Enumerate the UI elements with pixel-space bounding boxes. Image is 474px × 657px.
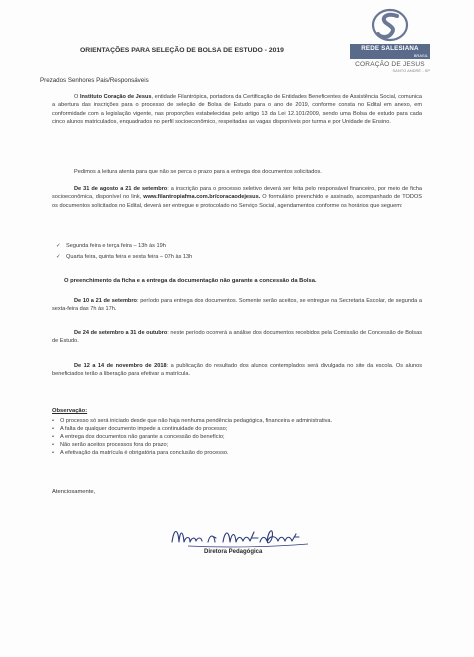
schedule-slot: ✓ Quarta feira, quinta feira e sexta feira – 07h às 13h bbox=[56, 254, 193, 260]
schedule-slot: ✓ Segunda feira e terça feira – 13h às 19h bbox=[56, 243, 166, 249]
signature-image bbox=[168, 522, 318, 550]
document-title: ORIENTAÇÕES PARA SELEÇÃO DE BOLSA DE ESTUDO - 2019 bbox=[80, 47, 284, 54]
greeting: Prezados Senhores Pais/Responsáveis bbox=[40, 77, 149, 84]
school-name: CORAÇÃO DE JESUS bbox=[355, 61, 425, 68]
list-item: • A entrega dos documentos não garante a concessão do benefício; bbox=[52, 433, 422, 441]
list-item: • Não serão aceitos processos fora do prazo; bbox=[52, 441, 422, 449]
schedule-item: De 24 de setembro a 31 de outubro: neste período ocorrerá a análise dos documentos recebidos pela Comissão de Concessão de Bolsas de Estudo. bbox=[52, 330, 422, 345]
institution-name: Instituto Coração de Jesus bbox=[79, 94, 152, 100]
salesian-emblem-icon bbox=[370, 8, 410, 42]
registration-period: De 31 de agosto a 21 de setembro bbox=[74, 186, 168, 192]
school-logo bbox=[350, 8, 430, 73]
schedule-item: De 10 a 21 de setembro: período para entrega dos documentos. Somente serão aceitos, se entregue na Secretaria Escolar, de segunda a sexta-feira das 7h às 17h. bbox=[52, 298, 422, 313]
observation-list bbox=[52, 417, 422, 457]
logo-country: BRASIL bbox=[350, 53, 430, 59]
observation-heading: Observação: bbox=[52, 408, 88, 414]
school-city: SANTO ANDRÉ - SP bbox=[392, 68, 430, 73]
registration-link[interactable]: www.filantropiafma.com.br/coracaodejesus. bbox=[143, 194, 261, 201]
logo-network-name: REDE SALESIANA bbox=[350, 44, 430, 53]
check-icon: ✓ bbox=[56, 243, 61, 249]
closing: Atenciosamente, bbox=[52, 489, 96, 495]
list-item: • A efetivação da matrícula é obrigatória para conclusão do processo. bbox=[52, 449, 422, 457]
reading-request: Pedimos a leitura atenta para que não se perca o prazo para a entrega dos documentos solicitados. bbox=[74, 169, 322, 175]
schedule-item: De 12 a 14 de novembro de 2018: a publicação do resultado dos alunos contemplados será divulgada no site da escola. Os alunos beneficiados terão a liberação para efetivar a matrícula. bbox=[52, 363, 423, 378]
list-item: • O processo só será iniciado desde que não haja nenhuma pendência pedagógica, financeira e administrativa. bbox=[52, 417, 422, 425]
check-icon: ✓ bbox=[56, 254, 61, 260]
list-item: • A falta de qualquer documento impede a continuidade do processo; bbox=[52, 425, 422, 433]
registration-paragraph: De 31 de agosto a 21 de setembro: a inscrição para o processo seletivo deverá ser feita pelo responsável financeiro, por meio de ficha socioeconômica, disponível no link, www.filantropiafma.com.br/coracaodejesus. O formulário preenchido e assinado, acompanhado de TODOS os documentos solicitados no Edital, deverá ser entregue e protocolado no Serviço Social, agendamentos conforme os horários que seguem: bbox=[52, 186, 422, 209]
intro-paragraph: O Instituto Coração de Jesus, entidade Filantrópica, portadora da Certificação de Entidades Beneficentes de Assistência Social, comunica a abertura das inscrições para o processo de seleção de Bolsa de Estudo para o ano de 2019, conforme consta no Edital em anexo, em conformidade com a legislação vigente, nas proporções estabelecidas pelo artigo 13 da Lei 12.101/2009, sendo uma Bolsa de estudo para cada cinco alunos matriculados, enquadrados no perfil socioeconômico, respeitadas as vagas disponíveis por turma e por Unidade de Ensino. bbox=[52, 94, 423, 125]
warning-notice: O preenchimento da ficha e a entrega da documentação não garante a concessão da Bolsa. bbox=[64, 278, 317, 284]
signature-role: Diretora Pedagógica bbox=[204, 549, 263, 555]
